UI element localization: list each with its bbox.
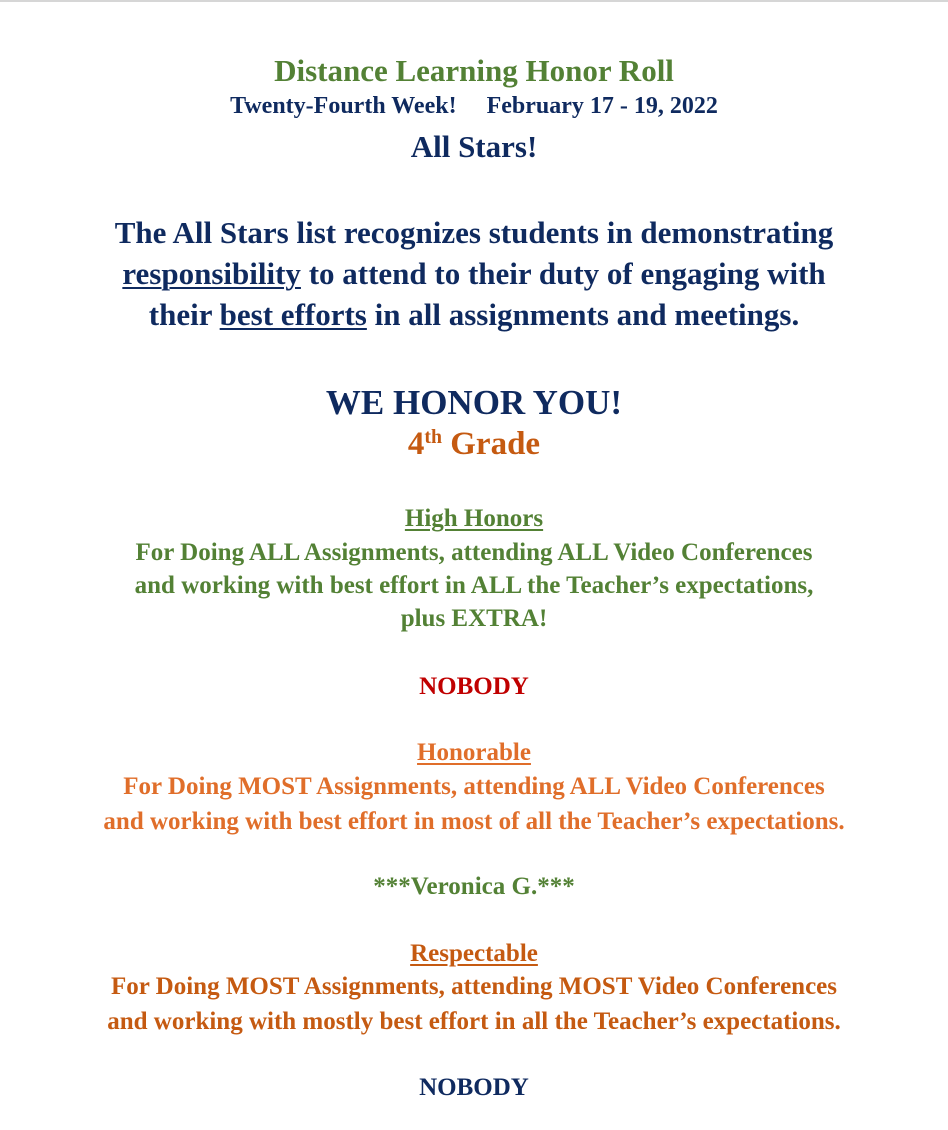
grade-word: Grade	[442, 426, 541, 462]
honorable-heading	[0, 740, 948, 765]
honorable-criteria-1: For Doing MOST Assignments, attending ALL Video Conferences	[123, 773, 825, 800]
intro-line-3-rest: in all assignments and meetings.	[366, 297, 800, 332]
week-and-dates	[0, 94, 948, 118]
best-efforts-emphasis: best efforts	[219, 297, 367, 332]
all-stars-heading: All Stars!	[410, 129, 538, 164]
respectable-criteria-1: For Doing MOST Assignments, attending MOST Video Conferences	[111, 973, 837, 1000]
intro-line-3	[0, 299, 948, 330]
grade-ordinal-suffix: th	[424, 426, 442, 449]
grade-heading	[0, 428, 948, 461]
high-honors-criteria-2: and working with best effort in ALL the Teacher’s expectations,	[134, 572, 814, 599]
we-honor-you-heading: WE HONOR YOU!	[325, 383, 623, 422]
week-label: Twenty-Fourth Week!	[230, 93, 457, 119]
honor-roll-title: Distance Learning Honor Roll	[274, 53, 674, 88]
responsibility-emphasis: responsibility	[122, 256, 301, 291]
high-honors-students: NOBODY	[419, 673, 529, 700]
high-honors-criteria-1: For Doing ALL Assignments, attending ALL Video Conferences	[135, 539, 813, 566]
honorable-students: ***Veronica G.***	[373, 873, 575, 900]
high-honors-criteria-3: plus EXTRA!	[400, 605, 548, 632]
respectable-label: Respectable	[410, 940, 538, 967]
high-honors-heading	[0, 506, 948, 531]
intro-line-1: The All Stars list recognizes students in demonstrating	[114, 215, 834, 250]
high-honors-label: High Honors	[404, 505, 544, 532]
intro-line-2	[0, 258, 948, 289]
honorable-criteria-2: and working with best effort in most of all the Teacher’s expectations.	[103, 808, 845, 835]
top-divider	[0, 0, 948, 2]
intro-line-3-start: their	[148, 297, 220, 332]
respectable-students: NOBODY	[419, 1074, 529, 1101]
grade-number: 4	[407, 426, 425, 462]
respectable-heading	[0, 941, 948, 966]
respectable-criteria-2: and working with mostly best effort in all the Teacher’s expectations.	[107, 1008, 841, 1035]
date-range: February 17 - 19, 2022	[486, 93, 718, 119]
intro-line-2-rest: to attend to their duty of engaging with	[300, 256, 826, 291]
honorable-label: Honorable	[417, 739, 531, 766]
